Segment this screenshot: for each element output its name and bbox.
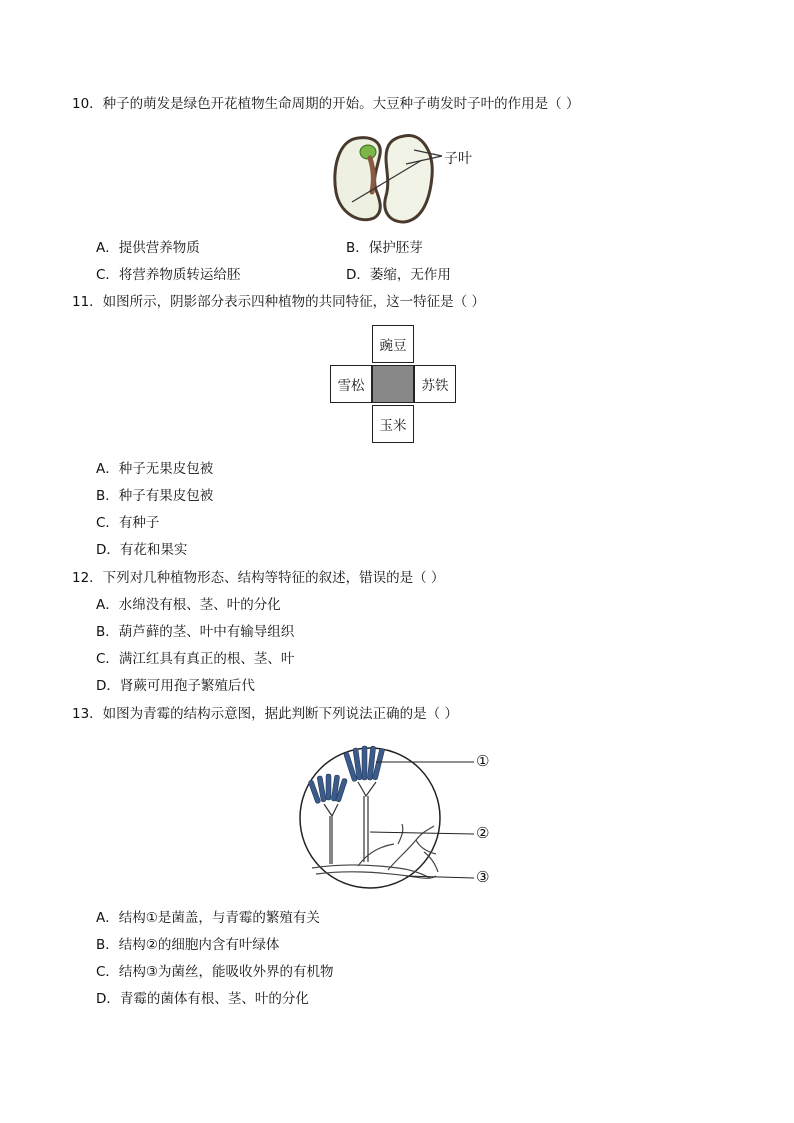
label-structure-1: ① [476, 752, 490, 770]
question-13-option-d: D．青霉的菌体有根、茎、叶的分化 [96, 991, 309, 1007]
question-13-option-a: A．结构①是菌盖，与青霉的繁殖有关 [96, 910, 320, 926]
label-structure-3: ③ [476, 868, 490, 886]
question-11-option-b: B．种子有果皮包被 [96, 488, 214, 504]
question-10-option-a: A．提供营养物质 [96, 240, 200, 256]
question-11-option-c: C．有种子 [96, 515, 160, 531]
question-11-stem: 11．如图所示，阴影部分表示四种植物的共同特征，这一特征是（ ） [72, 294, 485, 310]
shaded-common-feature-cell [372, 365, 414, 403]
question-13-option-b: B．结构②的细胞内含有叶绿体 [96, 937, 280, 953]
question-13-option-c: C．结构③为菌丝，能吸收外界的有机物 [96, 964, 334, 980]
penicillium-structure-figure [298, 740, 508, 900]
question-10-option-b: B．保护胚芽 [346, 240, 423, 256]
question-10-option-c: C．将营养物质转运给胚 [96, 267, 241, 283]
cotyledon-label: 子叶 [444, 151, 472, 167]
question-10-stem: 10．种子的萌发是绿色开花植物生命周期的开始。大豆种子萌发时子叶的作用是（ ） [72, 96, 580, 112]
cell-right: 苏铁 [414, 365, 456, 403]
question-13-stem: 13．如图为青霉的结构示意图，据此判断下列说法正确的是（ ） [72, 706, 458, 722]
question-12-option-d: D．肾蕨可用孢子繁殖后代 [96, 678, 255, 694]
question-11-option-d: D．有花和果实 [96, 542, 188, 558]
question-12-stem: 12．下列对几种植物形态、结构等特征的叙述，错误的是（ ） [72, 570, 445, 586]
question-12-option-c: C．满江红具有真正的根、茎、叶 [96, 651, 295, 667]
soybean-seed-figure [330, 130, 480, 226]
cell-left: 雪松 [330, 365, 372, 403]
spore-chains-left [308, 774, 348, 804]
label-structure-2: ② [476, 824, 490, 842]
cell-top: 豌豆 [372, 325, 414, 363]
question-12-option-a: A．水绵没有根、茎、叶的分化 [96, 597, 281, 613]
question-12-option-b: B．葫芦藓的茎、叶中有输导组织 [96, 624, 295, 640]
question-10-option-d: D．萎缩，无作用 [346, 267, 451, 283]
plant-feature-cross-diagram [330, 325, 458, 443]
cell-bottom: 玉米 [372, 405, 414, 443]
question-11-option-a: A．种子无果皮包被 [96, 461, 214, 477]
